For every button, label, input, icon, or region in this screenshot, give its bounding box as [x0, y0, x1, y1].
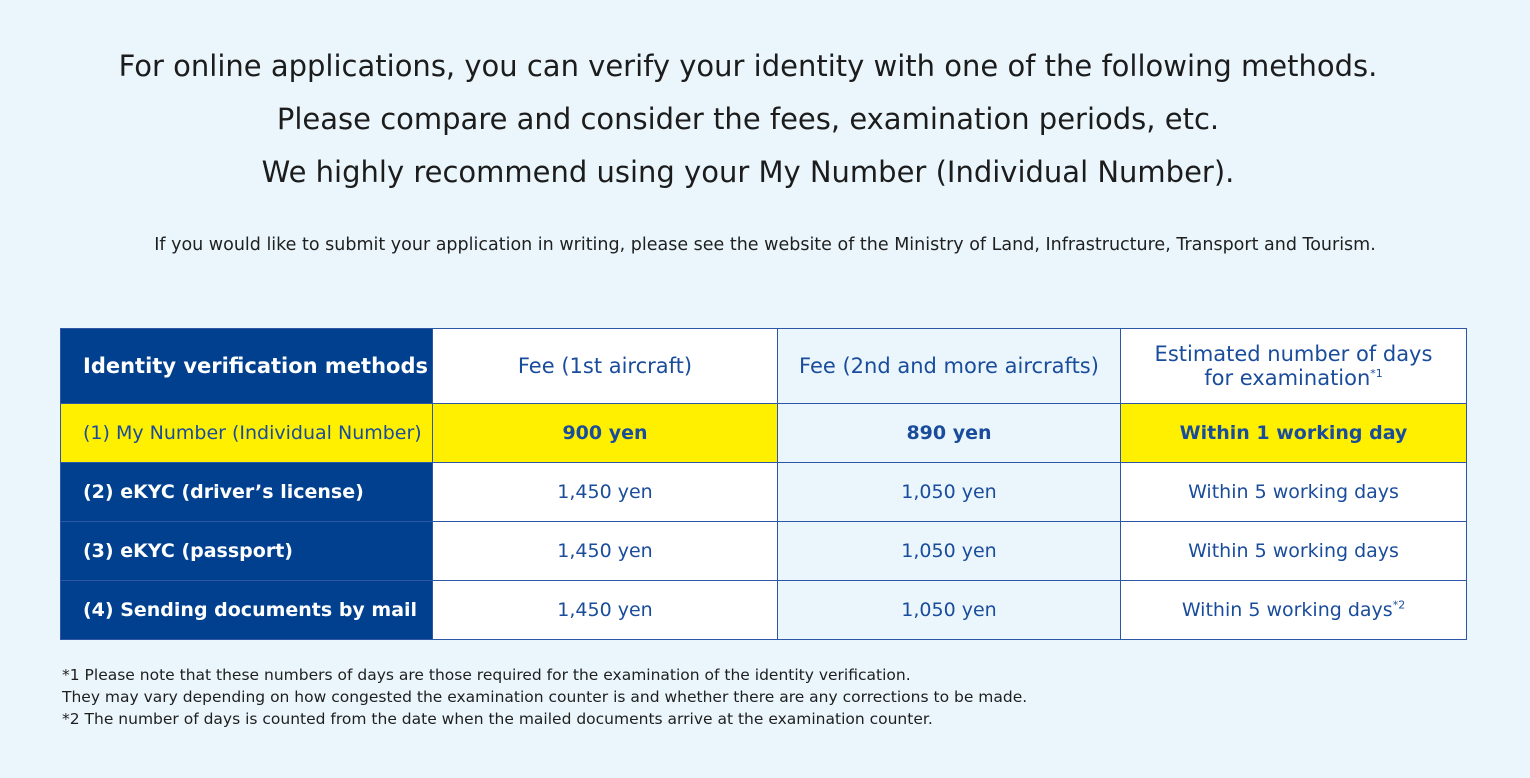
footnote-2: *2 The number of days is counted from the date when the mailed documents arrive at the examination counter.: [62, 710, 933, 728]
footnote-1a: *1 Please note that these numbers of days are those required for the examination of the identity verification.: [62, 666, 911, 684]
header-days-footnote-mark: *1: [1370, 367, 1383, 380]
table-row: [61, 463, 1467, 522]
footnotes: [62, 664, 1027, 730]
table-row: [61, 581, 1467, 640]
intro-line-2: Please compare and consider the fees, examination periods, etc.: [276, 102, 1220, 136]
row-days-text: Within 5 working days: [1188, 481, 1399, 503]
row-fee-more: 1,050 yen: [778, 522, 1121, 581]
header-method: Identity verification methods: [61, 329, 433, 404]
verification-methods-table: [60, 328, 1467, 640]
header-fee-first: Fee (1st aircraft): [433, 329, 778, 404]
row-days-text: Within 5 working days: [1188, 540, 1399, 562]
row-days: [1121, 463, 1467, 522]
row-method: (1) My Number (Individual Number): [61, 404, 433, 463]
header-days-line2: for examination: [1204, 366, 1371, 390]
row-days-footnote-mark: *2: [1392, 598, 1406, 612]
header-days: [1121, 329, 1467, 404]
row-days: [1121, 404, 1467, 463]
row-fee-more: 890 yen: [778, 404, 1121, 463]
row-days: [1121, 581, 1467, 640]
row-fee-first: 1,450 yen: [433, 581, 778, 640]
header-days-line1: Estimated number of days: [1154, 342, 1433, 366]
table-row: [61, 404, 1467, 463]
row-method: (3) eKYC (passport): [61, 522, 433, 581]
row-method: (2) eKYC (driver’s license): [61, 463, 433, 522]
table-row: [61, 522, 1467, 581]
row-days: [1121, 522, 1467, 581]
row-fee-more: 1,050 yen: [778, 463, 1121, 522]
row-days-text: Within 5 working days: [1181, 599, 1393, 621]
verification-methods-table-wrap: [60, 328, 1466, 640]
intro-text: [0, 40, 1496, 199]
header-fee-more: Fee (2nd and more aircrafts): [778, 329, 1121, 404]
row-fee-first: 900 yen: [433, 404, 778, 463]
intro-line-1: For online applications, you can verify your identity with one of the following methods.: [118, 49, 1378, 83]
row-fee-more: 1,050 yen: [778, 581, 1121, 640]
table-header-row: [61, 329, 1467, 404]
row-fee-first: 1,450 yen: [433, 522, 778, 581]
intro-line-3: We highly recommend using your My Number (Individual Number).: [261, 155, 1235, 189]
row-days-text: Within 1 working day: [1179, 422, 1408, 444]
row-fee-first: 1,450 yen: [433, 463, 778, 522]
row-method: (4) Sending documents by mail: [61, 581, 433, 640]
writing-application-note: If you would like to submit your application in writing, please see the website of the Ministry of Land, Infrastructure, Transport and Tourism.: [154, 235, 1376, 255]
footnote-1b: They may vary depending on how congested the examination counter is and whether there are any corrections to be made.: [62, 688, 1028, 706]
